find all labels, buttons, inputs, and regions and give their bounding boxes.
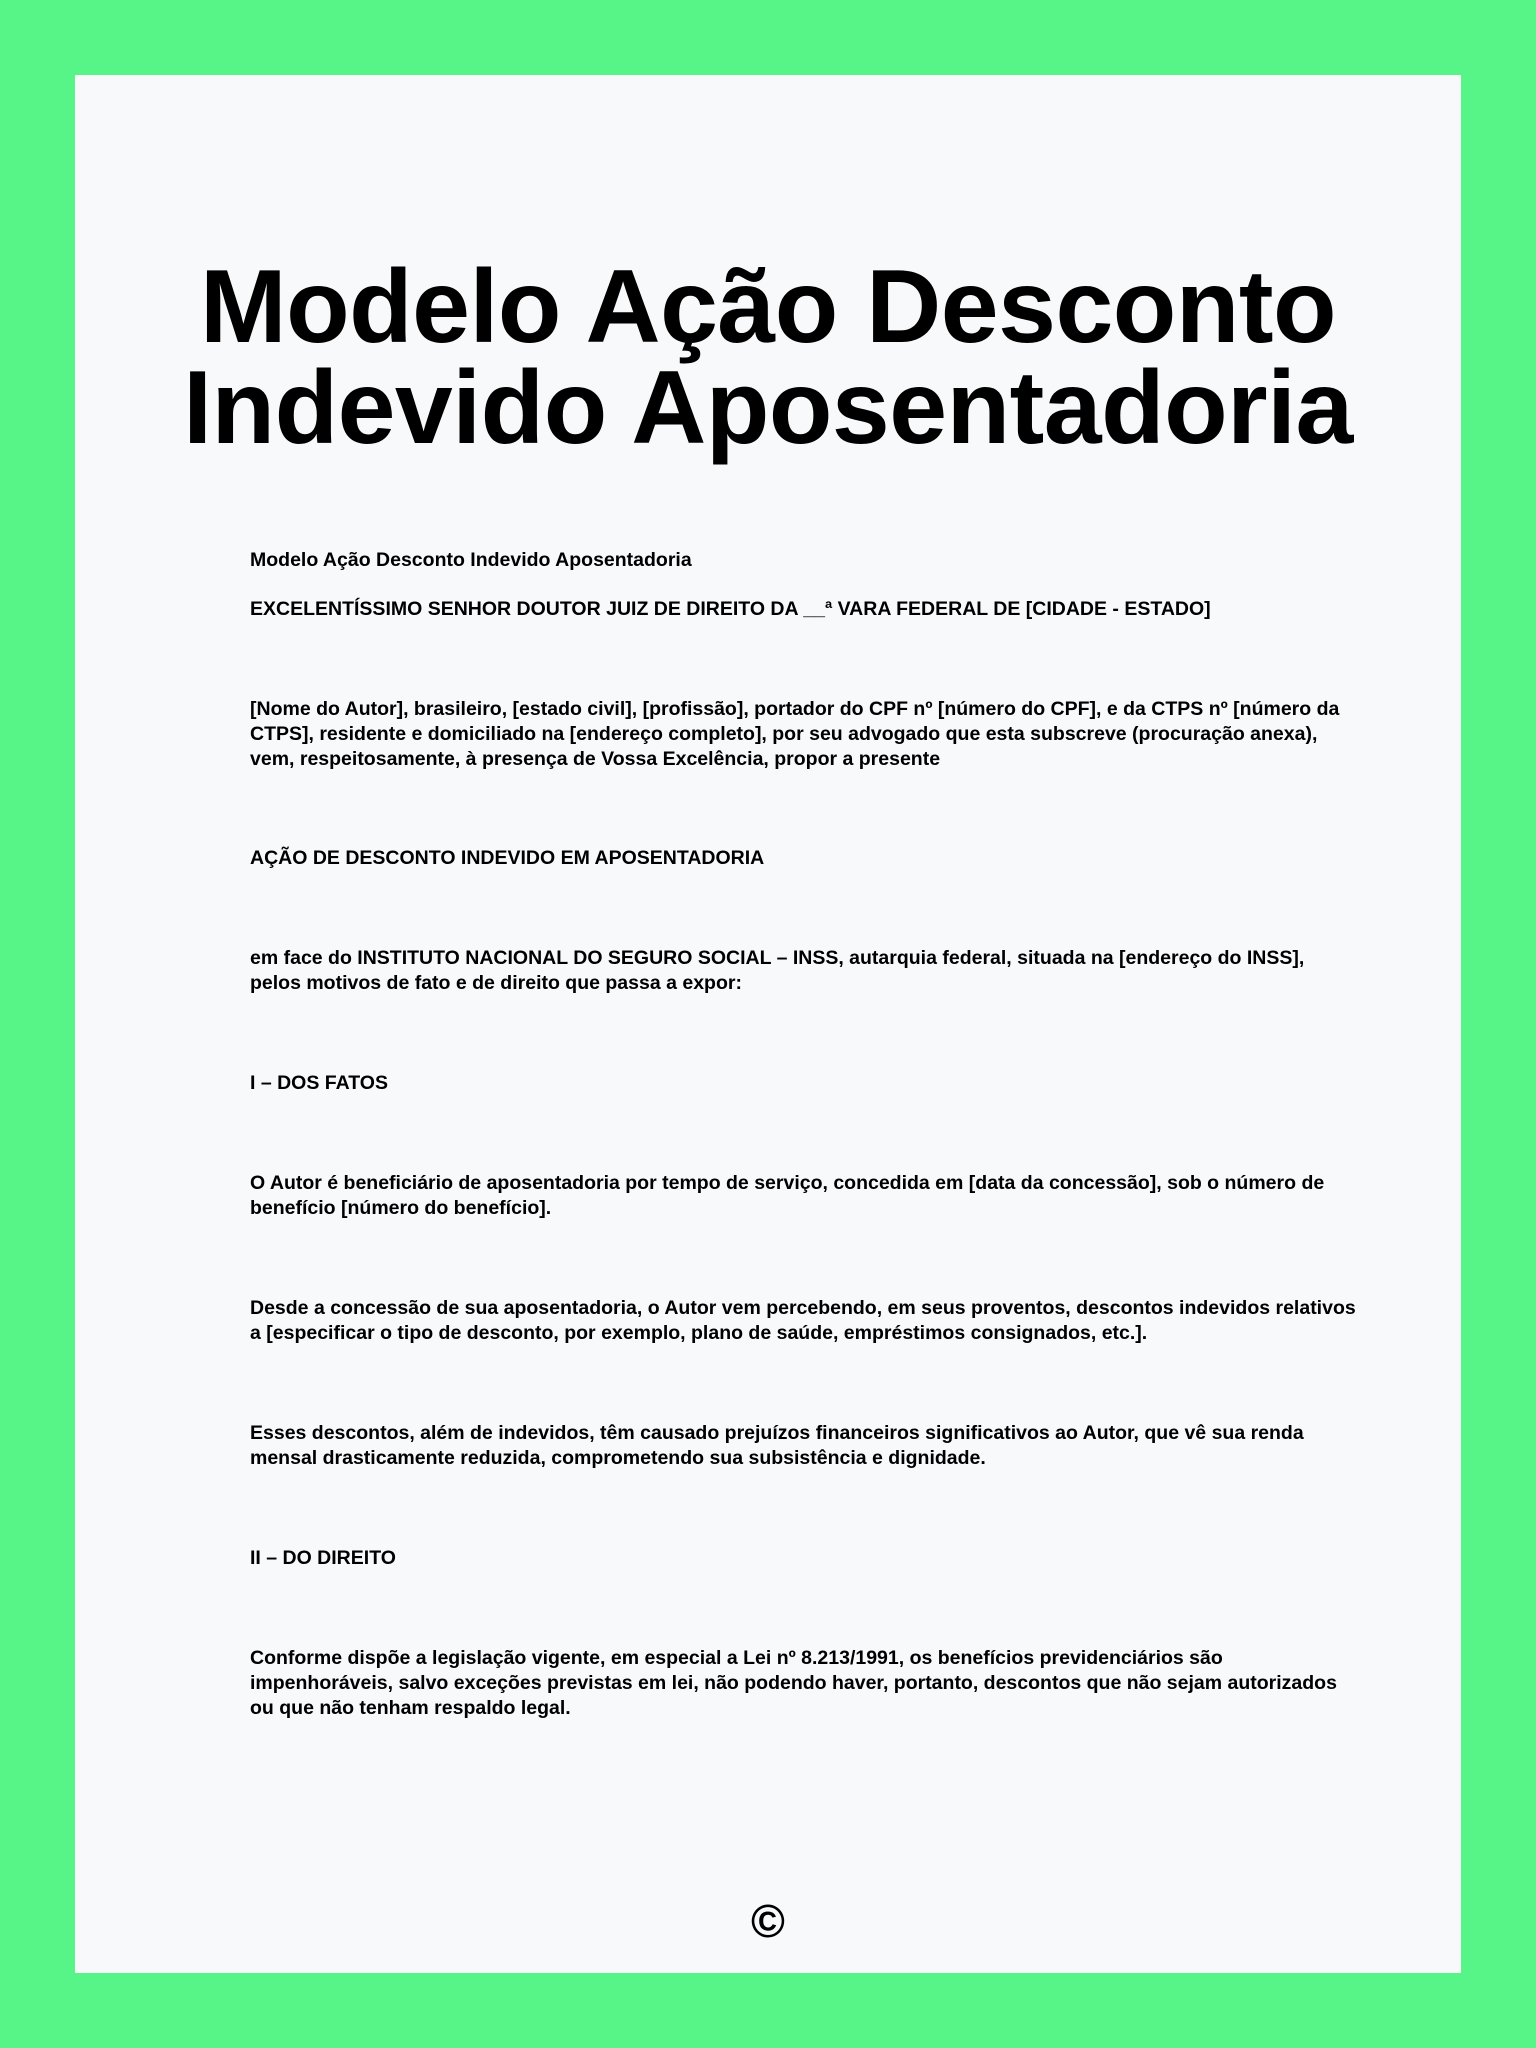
copyright-symbol: ©	[751, 1895, 785, 1947]
facts-paragraph-3: Esses descontos, além de indevidos, têm causado prejuízos financeiros significativos ao Autor, que vê sua renda mensal drasticamente reduzida, comprometendo sua subsistência e dignidade.	[250, 1422, 1304, 1469]
doc-heading: Modelo Ação Desconto Indevido Aposentadoria	[250, 549, 692, 571]
defendant-paragraph: em face do INSTITUTO NACIONAL DO SEGURO SOCIAL – INSS, autarquia federal, situada na [endereço do INSS], pelos motivos de fato e de direito que passa a expor:	[250, 947, 1305, 994]
section-heading-law: II – DO DIREITO	[250, 1547, 396, 1569]
court-address: EXCELENTÍSSIMO SENHOR DOUTOR JUIZ DE DIREITO DA __ª VARA FEDERAL DE [CIDADE - ESTADO]	[250, 598, 1211, 620]
document-body	[250, 548, 1360, 1721]
document-page	[75, 75, 1461, 1973]
facts-paragraph-1: O Autor é beneficiário de aposentadoria por tempo de serviço, concedida em [data da concessão], sob o número de benefício [número do benefício].	[250, 1172, 1325, 1219]
section-heading-facts: I – DOS FATOS	[250, 1072, 388, 1094]
facts-paragraph-2: Desde a concessão de sua aposentadoria, o Autor vem percebendo, em seus proventos, descontos indevidos relativos a [especificar o tipo de desconto, por exemplo, plano de saúde, empréstimos consignados, etc.].	[250, 1297, 1356, 1344]
law-paragraph-1: Conforme dispõe a legislação vigente, em especial a Lei nº 8.213/1991, os benefícios previdenciários são impenhoráveis, salvo exceções previstas em lei, não podendo haver, portanto, descontos que não sejam autorizados ou que não tenham respaldo legal.	[250, 1647, 1337, 1719]
plaintiff-qualification: [Nome do Autor], brasileiro, [estado civil], [profissão], portador do CPF nº [número do CPF], e da CTPS nº [número da CTPS], residente e domiciliado na [endereço completo], por seu advogado que esta subscreve (procuração anexa), vem, respeitosamente, à presença de Vossa Excelência, propor a presente	[250, 698, 1340, 770]
action-title: AÇÃO DE DESCONTO INDEVIDO EM APOSENTADORIA	[250, 847, 765, 869]
document-title: Modelo Ação Desconto Indevido Aposentadoria	[183, 249, 1353, 466]
